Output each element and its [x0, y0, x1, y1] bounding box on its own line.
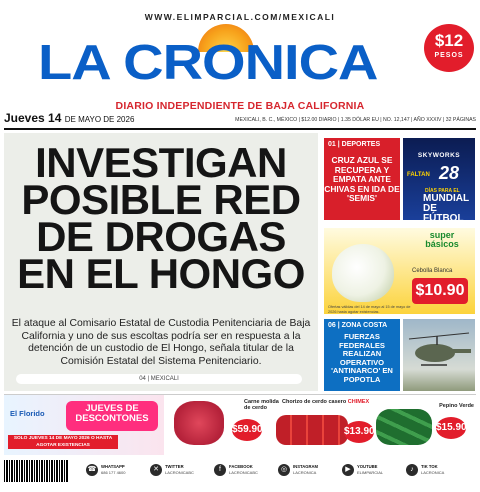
footer-bar	[4, 458, 476, 488]
facebook-icon: f	[214, 464, 226, 476]
x-icon: ✕	[150, 464, 162, 476]
costa-teaser[interactable]	[324, 319, 400, 391]
price-unit: PESOS	[434, 52, 464, 59]
tagline: DIARIO INDEPENDIENTE DE BAJA CALIFORNIA	[115, 100, 365, 112]
site-url[interactable]: WWW.ELIMPARCIAL.COM/MEXICALI	[144, 12, 336, 22]
ground-pork-image	[174, 401, 224, 445]
super-basicos-ad[interactable]	[324, 228, 475, 314]
ad-disclaimer: SOLO JUEVES 14 DE MAYO 2026 O HASTA AGOTAR EXISTENCIAS	[8, 435, 118, 449]
jueves-descontones: JUEVES DE DESCONTONES	[66, 401, 158, 431]
main-lead: El ataque al Comisario Estatal de Custodia Penitenciaria de Baja California y uno de sus escoltas podría ser en respuesta a la detención de un custodio de El Hongo, señala titular de la Comisión Estatal del Sistema Penitenciario.	[11, 318, 311, 367]
skyworks-mundial: MUNDIAL DE FÚTBOL	[423, 193, 469, 224]
date-rest: DE MAYO DE 2026	[64, 115, 135, 124]
masthead-logo: LA CRONICA	[38, 34, 378, 90]
deportes-section: 01 | DEPORTES	[328, 141, 381, 148]
skyworks-brand: SKYWORKS	[417, 152, 461, 159]
youtube-icon: ▶	[342, 464, 354, 476]
deportes-teaser[interactable]	[324, 138, 400, 220]
chorizo-label: Chorizo de cerdo casero	[282, 399, 347, 405]
super-item: Cebolla Blanca	[412, 268, 453, 274]
barcode	[4, 460, 68, 482]
social-handle: LACRONICA	[293, 470, 317, 475]
tiktok-icon: ♪	[406, 464, 418, 476]
edition-meta: MEXICALI, B. C., MÉXICO | $12.00 DIARIO | 1.35 DÓLAR EU | NO. 12,147 | AÑO XXXIV | 32 PÁGINAS	[235, 117, 476, 123]
super-basicos-logo: super básicos	[425, 230, 459, 249]
price-value: $12	[434, 31, 464, 50]
social-handle: LACRONICABC	[165, 470, 194, 475]
social-name: TWITTER	[165, 464, 184, 469]
chorizo-label-block	[282, 399, 372, 405]
pepino-price: $15.90	[436, 417, 466, 439]
el-florido-logo: El Florido	[10, 409, 45, 418]
skyworks-faltan: FALTAN	[407, 172, 430, 178]
helicopter-icon	[403, 319, 475, 391]
whatsapp-icon: ☎	[86, 464, 98, 476]
pepino-label: Pepino Verde	[439, 403, 474, 409]
el-florido-ad[interactable]	[4, 394, 476, 454]
main-page-ref: 04 | MEXICALI	[16, 374, 302, 384]
social-handle: 686 177 4600	[101, 470, 126, 475]
skyworks-number: 28	[439, 163, 460, 183]
cucumber-image	[376, 409, 432, 445]
deportes-text: CRUZ AZUL SE RECUPERA Y EMPATA ANTE CHIVAS EN IDA DE 'SEMIS'	[324, 155, 400, 203]
social-handle: ELIMPARCIAL	[357, 470, 384, 475]
social-handle: LACRONICABC	[229, 470, 258, 475]
costa-section: 06 | ZONA COSTA	[328, 322, 388, 329]
social-name: TIK TOK	[421, 464, 438, 469]
social-name: YOUTUBE	[357, 464, 378, 469]
chorizo-price: $13.90	[344, 421, 374, 443]
skyworks-countdown[interactable]	[403, 138, 475, 224]
carne-price: $59.90	[232, 419, 262, 441]
skyworks-dias: DÍAS PARA EL	[425, 188, 460, 194]
header-rule	[4, 128, 476, 130]
social-name: WHATSAPP	[101, 464, 125, 469]
social-name: FACEBOOK	[229, 464, 253, 469]
price-badge	[424, 24, 474, 72]
dateline	[4, 111, 134, 125]
helicopter-photo	[403, 319, 475, 391]
chorizo-brand: CHIMEX	[347, 399, 370, 405]
super-price: $10.90	[412, 278, 468, 304]
super-fine-print: Ofertas válidas del 14 de mayo al 15 de mayo de 2026 hasta agotar existencias.	[328, 305, 411, 314]
social-name: INSTAGRAM	[293, 464, 319, 469]
onion-image	[332, 244, 394, 302]
chorizo-image	[276, 415, 348, 445]
date-main: Jueves 14	[4, 111, 62, 125]
costa-text: FUERZAS FEDERALES REALIZAN OPERATIVO 'ANTINARCO' EN POPOTLA	[331, 332, 393, 384]
instagram-icon: ◎	[278, 464, 290, 476]
social-handle: LACRONICA	[421, 470, 445, 475]
carne-label: Carne molida de cerdo	[244, 399, 279, 411]
main-headline[interactable]: INVESTIGAN POSIBLE RED DE DROGAS EN EL HONGO	[17, 139, 305, 297]
